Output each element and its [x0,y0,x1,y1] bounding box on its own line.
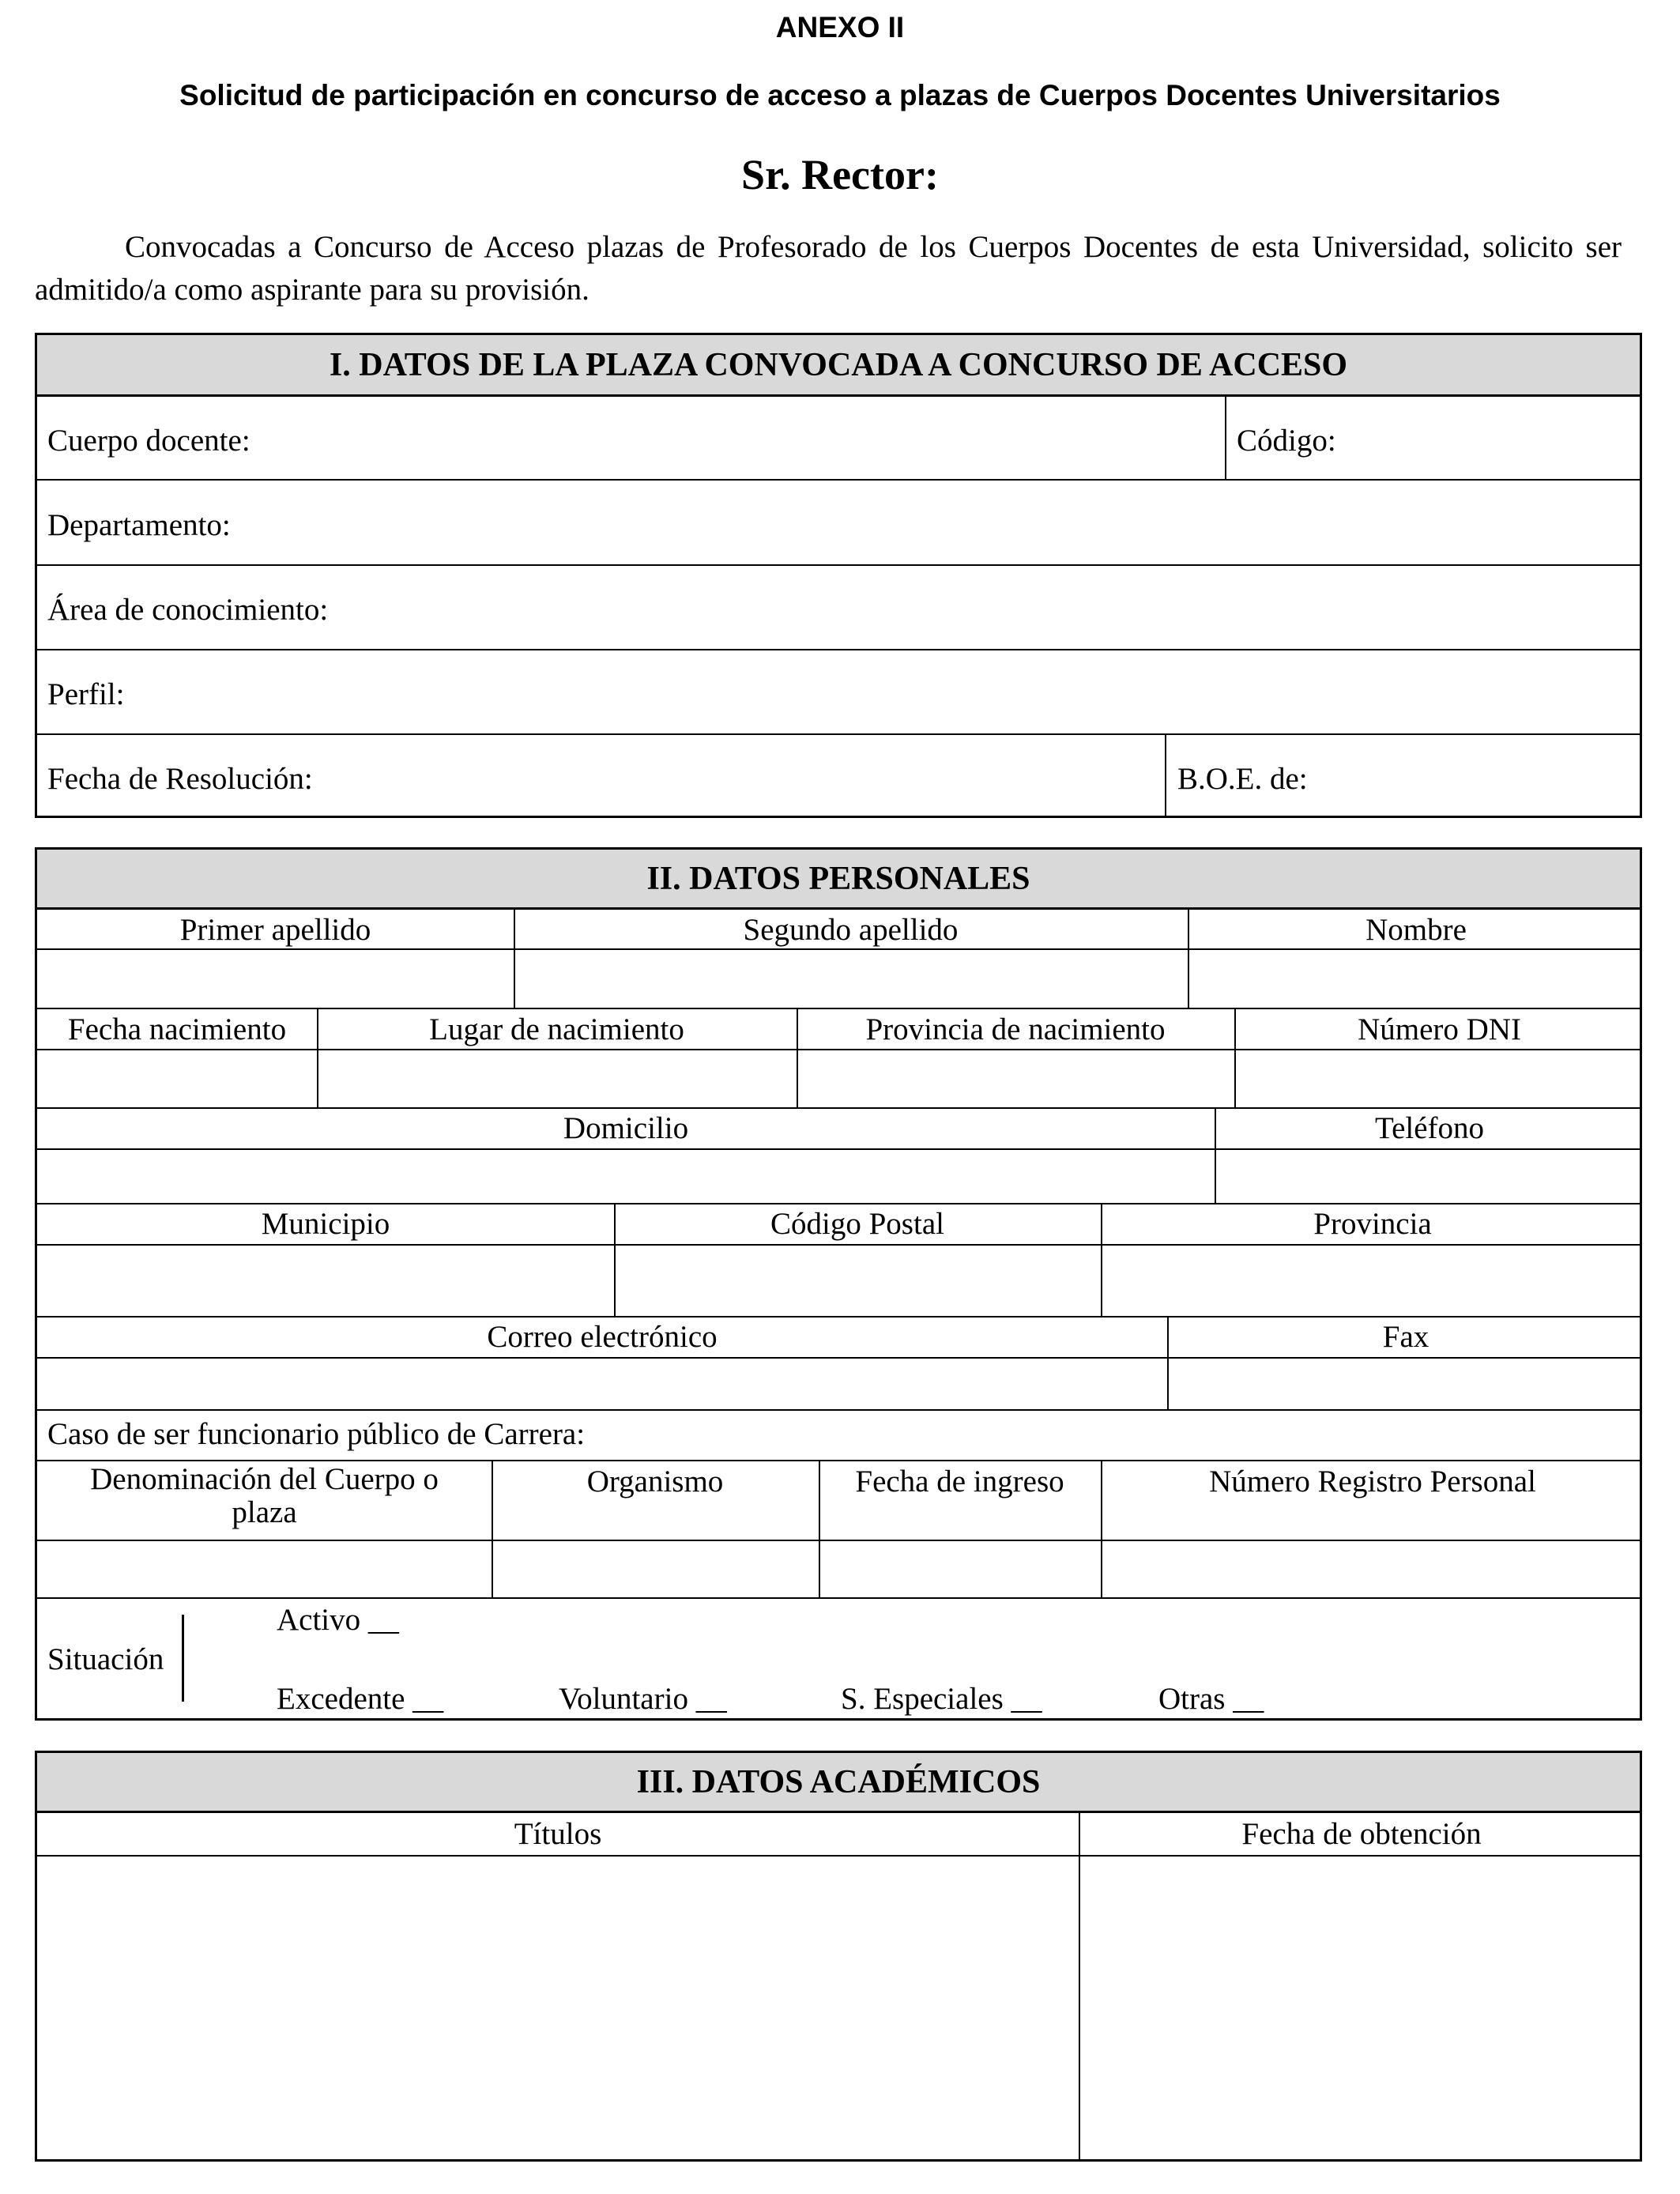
field-cuerpo-docente[interactable]: Cuerpo docente: [47,424,250,458]
intro-paragraph: Convocadas a Concurso de Acceso plazas de Profesorado de los Cuerpos Docentes de esta Universidad, solicito ser admitido/a como aspirante para su provisión. [35,230,1622,307]
label-segundo-apellido: Segundo apellido [743,913,959,947]
label-primer-apellido: Primer apellido [179,913,371,947]
document-subtitle: Solicitud de participación en concurso de acceso a plazas de Cuerpos Docentes Universitarios [179,79,1501,111]
label-numero-dni: Número DNI [1358,1012,1521,1046]
label-telefono: Teléfono [1374,1111,1485,1145]
label-correo: Correo electrónico [487,1320,718,1354]
label-fecha-obtencion: Fecha de obtención [1241,1817,1482,1851]
section-plaza [35,333,1642,818]
label-codigo-postal: Código Postal [770,1207,944,1241]
label-lugar-nacimiento: Lugar de nacimiento [429,1012,684,1046]
field-area-conocimiento[interactable]: Área de conocimiento: [47,593,329,627]
field-fecha-resolucion[interactable]: Fecha de Resolución: [47,762,313,796]
salutation: Sr. Rector: [741,151,939,198]
label-titulos: Títulos [514,1817,602,1851]
label-provincia: Provincia [1313,1207,1432,1241]
section-academicos-header: III. DATOS ACADÉMICOS [37,1753,1640,1813]
section-plaza-header: I. DATOS DE LA PLAZA CONVOCADA A CONCURSO DE ACCESO [37,335,1640,397]
field-codigo[interactable]: Código: [1237,424,1336,458]
label-funcionario: Caso de ser funcionario público de Carrera: [47,1417,586,1451]
option-otras[interactable]: Otras __ [1158,1682,1264,1716]
label-denominacion: Denominación del Cuerpo o plaza [90,1462,439,1529]
section-datos-personales [35,847,1642,1721]
label-numero-registro: Número Registro Personal [1209,1465,1536,1498]
annex-title: ANEXO II [775,11,905,43]
option-excedente[interactable]: Excedente __ [277,1682,444,1716]
label-fecha-nacimiento: Fecha nacimiento [67,1012,287,1046]
field-boe[interactable]: B.O.E. de: [1177,762,1308,796]
section-personales-header: II. DATOS PERSONALES [37,850,1640,910]
label-fecha-ingreso: Fecha de ingreso [855,1465,1064,1498]
label-organismo: Organismo [586,1465,724,1498]
label-fax: Fax [1382,1320,1430,1354]
label-municipio: Municipio [261,1207,390,1241]
option-activo[interactable]: Activo __ [277,1603,399,1637]
section-datos-academicos [35,1751,1642,2162]
label-nombre: Nombre [1365,913,1467,947]
label-situacion: Situación [47,1642,164,1676]
field-perfil[interactable]: Perfil: [47,677,125,711]
label-provincia-nacimiento: Provincia de nacimiento [865,1012,1166,1046]
label-domicilio: Domicilio [563,1111,689,1145]
option-voluntario[interactable]: Voluntario __ [559,1682,727,1716]
field-departamento[interactable]: Departamento: [47,508,231,542]
option-servicios-especiales[interactable]: S. Especiales __ [841,1682,1042,1716]
